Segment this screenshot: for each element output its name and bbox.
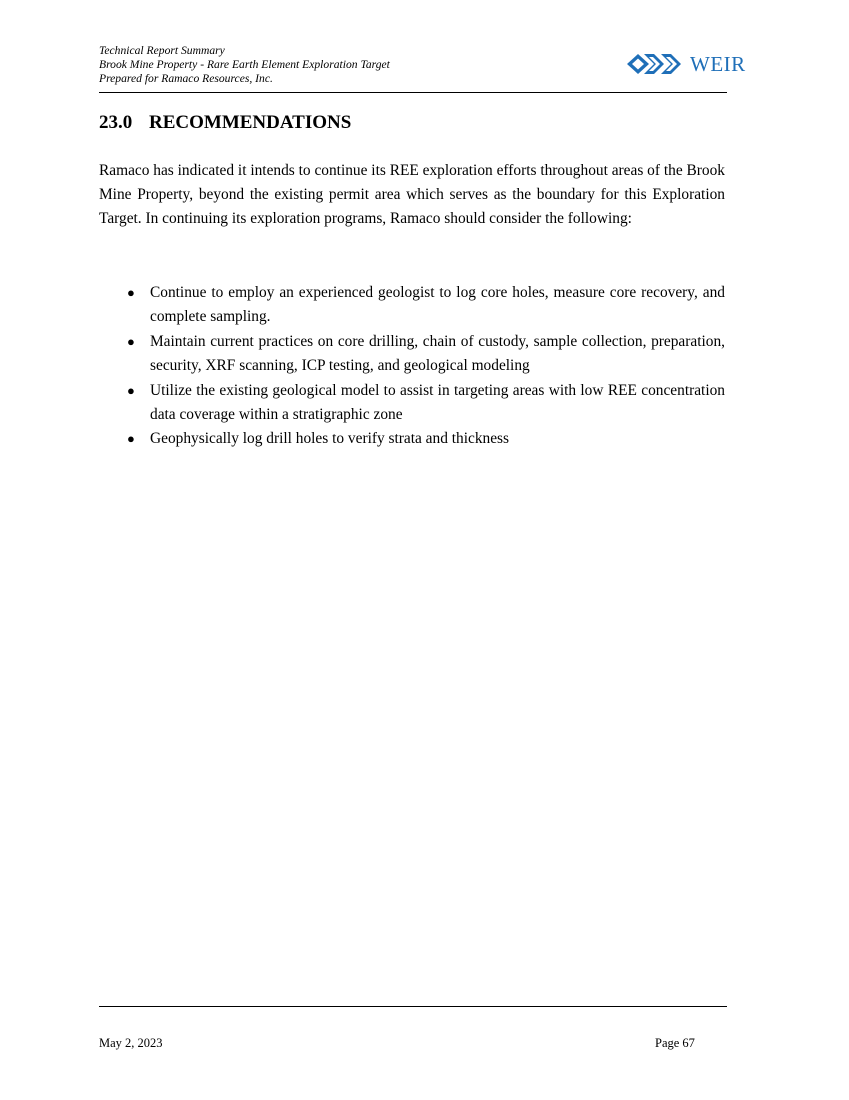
weir-logo xyxy=(627,51,746,77)
footer-date: May 2, 2023 xyxy=(99,1036,163,1050)
list-item xyxy=(127,379,725,428)
list-item-text: Continue to employ an experienced geologist to log core holes, measure core recovery, and complete sampling. xyxy=(150,284,725,326)
list-item xyxy=(127,330,725,379)
footer-divider xyxy=(99,1006,727,1007)
list-item-text: Utilize the existing geological model to assist in targeting areas with low REE concentration data coverage within a stratigraphic zone xyxy=(150,381,725,424)
section-title: RECOMMENDATIONS xyxy=(149,112,352,133)
section-number: 23.0 xyxy=(99,112,133,133)
header-report-type: Technical Report Summary xyxy=(99,44,225,57)
section-heading xyxy=(99,111,351,135)
header-divider xyxy=(99,92,727,93)
bullet-icon: ● xyxy=(127,333,135,349)
page-number: Page 67 xyxy=(655,1036,695,1050)
list-item-text: Geophysically log drill holes to verify strata and thickness xyxy=(150,430,510,448)
list-item xyxy=(127,281,725,330)
header-report-title: Brook Mine Property - Rare Earth Element Exploration Target xyxy=(99,58,390,71)
page-header xyxy=(99,44,746,94)
intro-paragraph: Ramaco has indicated it intends to continue its REE exploration efforts throughout areas of the Brook Mine Property, beyond the existing permit area which serves as the boundary for this Exploration Target. In continuing its exploration programs, Ramaco should consider the following: xyxy=(99,162,725,228)
weir-chevron-logo-icon xyxy=(627,53,689,75)
list-item xyxy=(127,427,725,451)
header-text-block xyxy=(99,44,390,86)
bullet-icon: ● xyxy=(127,285,135,300)
header-prepared-for: Prepared for Ramaco Resources, Inc. xyxy=(99,72,273,85)
bullet-icon: ● xyxy=(127,431,135,447)
bullet-icon: ● xyxy=(127,382,135,398)
weir-logo-text: WEIR xyxy=(690,52,746,76)
recommendations-list xyxy=(127,281,725,452)
list-item-text: Maintain current practices on core drilling, chain of custody, sample collection, preparation, security, XRF scanning, ICP testing, and geological modeling xyxy=(150,332,725,375)
